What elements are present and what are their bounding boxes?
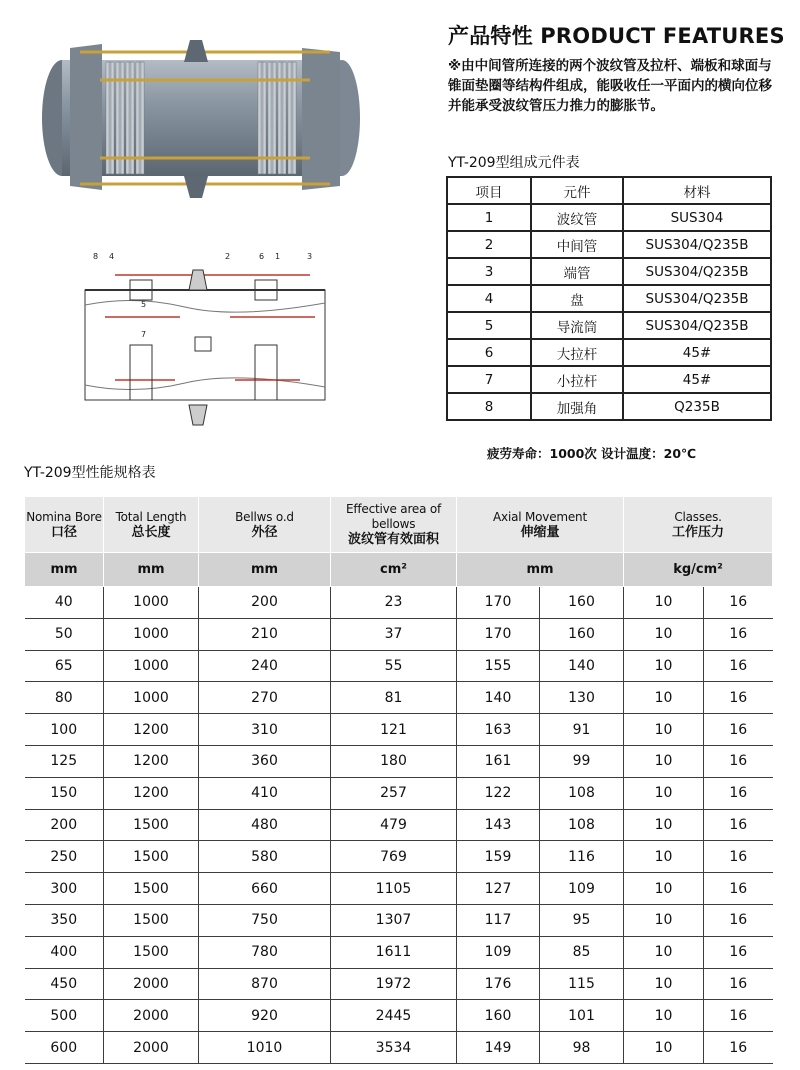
spec-cell-axial-b: 160 (540, 618, 624, 650)
spec-row (25, 1032, 773, 1064)
components-row (447, 204, 771, 231)
spec-cell-axial-b: 85 (540, 936, 624, 968)
spec-cell-class-a: 10 (624, 618, 704, 650)
spec-cell-axial-b: 140 (540, 650, 624, 682)
spec-cell-axial-a: 127 (457, 873, 540, 905)
spec-cell-class-a: 10 (624, 745, 704, 777)
components-cell-material: 45# (623, 366, 771, 393)
components-cell-part: 盘 (531, 285, 623, 312)
spec-cell-class-b: 16 (704, 841, 773, 873)
components-header-material: 材料 (623, 177, 771, 204)
spec-cell-class-a: 10 (624, 777, 704, 809)
spec-cell-axial-a: 160 (457, 1000, 540, 1032)
components-cell-item: 4 (447, 285, 531, 312)
spec-row (25, 841, 773, 873)
components-cell-item: 5 (447, 312, 531, 339)
spec-unit: mm (25, 553, 104, 587)
spec-cell-bore: 150 (25, 777, 104, 809)
spec-cell-bore: 400 (25, 936, 104, 968)
spec-header-axial: Axial Movement 伸缩量 (457, 497, 624, 553)
spec-cell-class-b: 16 (704, 714, 773, 746)
spec-cell-axial-a: 149 (457, 1032, 540, 1064)
spec-units-row (25, 553, 773, 587)
components-header-item: 项目 (447, 177, 531, 204)
spec-cell-length: 1500 (104, 841, 199, 873)
spec-cell-od: 210 (199, 618, 331, 650)
spec-cell-class-b: 16 (704, 587, 773, 619)
components-table-title: YT-209型组成元件表 (448, 155, 580, 171)
spec-header-area: Effective area of bellows 波纹管有效面积 (331, 497, 457, 553)
spec-cell-length: 1500 (104, 904, 199, 936)
spec-cell-area: 769 (331, 841, 457, 873)
spec-cell-axial-b: 130 (540, 682, 624, 714)
spec-cell-area: 180 (331, 745, 457, 777)
spec-cell-class-b: 16 (704, 1000, 773, 1032)
components-cell-part: 小拉杆 (531, 366, 623, 393)
spec-row (25, 618, 773, 650)
spec-cell-class-b: 16 (704, 873, 773, 905)
spec-cell-axial-b: 91 (540, 714, 624, 746)
spec-cell-axial-a: 163 (457, 714, 540, 746)
spec-cell-area: 1972 (331, 968, 457, 1000)
spec-header-classes: Classes. 工作压力 (624, 497, 773, 553)
spec-cell-od: 410 (199, 777, 331, 809)
spec-cell-length: 2000 (104, 1000, 199, 1032)
spec-cell-od: 200 (199, 587, 331, 619)
diagram-label-3: 3 (307, 252, 313, 261)
spec-cell-length: 1500 (104, 936, 199, 968)
spec-cell-axial-b: 95 (540, 904, 624, 936)
diagram-label-4: 4 (109, 252, 115, 261)
components-cell-material: SUS304/Q235B (623, 285, 771, 312)
spec-cell-axial-b: 99 (540, 745, 624, 777)
spec-cell-area: 121 (331, 714, 457, 746)
spec-cell-class-b: 16 (704, 809, 773, 841)
spec-cell-bore: 200 (25, 809, 104, 841)
components-row (447, 258, 771, 285)
components-row (447, 366, 771, 393)
components-cell-material: SUS304/Q235B (623, 312, 771, 339)
spec-cell-length: 1000 (104, 587, 199, 619)
diagram-label-2: 2 (225, 252, 231, 261)
spec-cell-class-b: 16 (704, 618, 773, 650)
spec-row (25, 1000, 773, 1032)
spec-cell-area: 3534 (331, 1032, 457, 1064)
spec-cell-class-a: 10 (624, 714, 704, 746)
spec-cell-class-b: 16 (704, 650, 773, 682)
structure-diagram (75, 245, 335, 430)
diagram-label-5: 5 (141, 300, 147, 309)
diagram-label-1: 1 (275, 252, 281, 261)
spec-cell-bore: 125 (25, 745, 104, 777)
spec-cell-class-b: 16 (704, 904, 773, 936)
components-row (447, 285, 771, 312)
spec-cell-class-a: 10 (624, 650, 704, 682)
components-cell-material: 45# (623, 339, 771, 366)
spec-unit: mm (457, 553, 624, 587)
components-cell-part: 加强角 (531, 393, 623, 420)
spec-cell-bore: 600 (25, 1032, 104, 1064)
spec-cell-class-a: 10 (624, 809, 704, 841)
components-cell-item: 2 (447, 231, 531, 258)
spec-row (25, 682, 773, 714)
spec-cell-axial-a: 161 (457, 745, 540, 777)
spec-cell-axial-b: 98 (540, 1032, 624, 1064)
spec-cell-axial-b: 109 (540, 873, 624, 905)
spec-header-row (25, 497, 773, 553)
product-photo (40, 40, 370, 200)
spec-row (25, 873, 773, 905)
components-row (447, 393, 771, 420)
spec-cell-area: 81 (331, 682, 457, 714)
components-cell-part: 大拉杆 (531, 339, 623, 366)
spec-cell-area: 37 (331, 618, 457, 650)
spec-cell-class-a: 10 (624, 936, 704, 968)
components-cell-item: 3 (447, 258, 531, 285)
spec-cell-class-b: 16 (704, 1032, 773, 1064)
spec-cell-axial-a: 159 (457, 841, 540, 873)
spec-cell-class-a: 10 (624, 873, 704, 905)
spec-cell-length: 1200 (104, 777, 199, 809)
spec-cell-bore: 450 (25, 968, 104, 1000)
spec-cell-axial-b: 160 (540, 587, 624, 619)
spec-row (25, 777, 773, 809)
components-cell-part: 端管 (531, 258, 623, 285)
spec-cell-axial-b: 108 (540, 777, 624, 809)
spec-cell-axial-a: 143 (457, 809, 540, 841)
spec-unit: mm (104, 553, 199, 587)
components-header-row (447, 177, 771, 204)
spec-cell-class-b: 16 (704, 968, 773, 1000)
spec-row (25, 904, 773, 936)
spec-cell-class-a: 10 (624, 904, 704, 936)
spec-header-bore: Nomina Bore 口径 (25, 497, 104, 553)
spec-cell-area: 2445 (331, 1000, 457, 1032)
spec-cell-od: 240 (199, 650, 331, 682)
diagram-label-7: 7 (141, 330, 147, 339)
spec-cell-area: 1611 (331, 936, 457, 968)
spec-cell-od: 310 (199, 714, 331, 746)
spec-cell-class-a: 10 (624, 841, 704, 873)
spec-cell-length: 1000 (104, 618, 199, 650)
spec-cell-axial-b: 116 (540, 841, 624, 873)
spec-cell-axial-b: 108 (540, 809, 624, 841)
spec-row (25, 587, 773, 619)
spec-cell-area: 257 (331, 777, 457, 809)
spec-cell-bore: 50 (25, 618, 104, 650)
spec-cell-axial-a: 170 (457, 618, 540, 650)
spec-cell-length: 2000 (104, 968, 199, 1000)
spec-cell-class-a: 10 (624, 587, 704, 619)
diagram-label-6: 6 (259, 252, 265, 261)
spec-cell-area: 55 (331, 650, 457, 682)
spec-cell-axial-b: 101 (540, 1000, 624, 1032)
spec-cell-axial-a: 170 (457, 587, 540, 619)
spec-cell-od: 870 (199, 968, 331, 1000)
spec-cell-axial-a: 176 (457, 968, 540, 1000)
spec-row (25, 714, 773, 746)
spec-cell-class-b: 16 (704, 745, 773, 777)
spec-cell-od: 580 (199, 841, 331, 873)
spec-cell-bore: 100 (25, 714, 104, 746)
features-title: 产品特性 PRODUCT FEATURES (448, 24, 785, 48)
spec-cell-od: 360 (199, 745, 331, 777)
spec-cell-bore: 65 (25, 650, 104, 682)
spec-unit: mm (199, 553, 331, 587)
spec-unit: kg/cm² (624, 553, 773, 587)
spec-table-title: YT-209型性能规格表 (24, 465, 156, 481)
spec-cell-class-a: 10 (624, 968, 704, 1000)
spec-cell-bore: 500 (25, 1000, 104, 1032)
spec-cell-area: 1105 (331, 873, 457, 905)
spec-cell-bore: 300 (25, 873, 104, 905)
features-description: ※由中间管所连接的两个波纹管及拉杆、端板和球面与锥面垫圈等结构件组成，能吸收任一平面内的横向位移并能承受波纹管压力推力的膨胀节。 (448, 58, 772, 114)
components-row (447, 231, 771, 258)
spec-cell-axial-b: 115 (540, 968, 624, 1000)
spec-table (24, 496, 773, 1064)
spec-cell-area: 1307 (331, 904, 457, 936)
components-header-part: 元件 (531, 177, 623, 204)
components-cell-part: 中间管 (531, 231, 623, 258)
spec-cell-bore: 80 (25, 682, 104, 714)
spec-cell-length: 2000 (104, 1032, 199, 1064)
spec-header-od: Bellws o.d 外径 (199, 497, 331, 553)
components-cell-material: SUS304/Q235B (623, 258, 771, 285)
components-row (447, 339, 771, 366)
components-cell-part: 波纹管 (531, 204, 623, 231)
spec-cell-od: 270 (199, 682, 331, 714)
spec-cell-area: 23 (331, 587, 457, 619)
spec-cell-axial-a: 122 (457, 777, 540, 809)
spec-cell-bore: 40 (25, 587, 104, 619)
spec-cell-class-b: 16 (704, 936, 773, 968)
spec-row (25, 745, 773, 777)
spec-cell-class-a: 10 (624, 1000, 704, 1032)
spec-row (25, 650, 773, 682)
spec-unit: cm² (331, 553, 457, 587)
spec-cell-length: 1000 (104, 682, 199, 714)
components-cell-item: 6 (447, 339, 531, 366)
components-cell-item: 8 (447, 393, 531, 420)
spec-cell-od: 750 (199, 904, 331, 936)
components-cell-material: SUS304 (623, 204, 771, 231)
spec-cell-length: 1500 (104, 873, 199, 905)
components-row (447, 312, 771, 339)
spec-cell-bore: 250 (25, 841, 104, 873)
spec-cell-length: 1000 (104, 650, 199, 682)
fatigue-note: 疲劳寿命：1000次 设计温度：20℃ (487, 446, 697, 461)
spec-cell-area: 479 (331, 809, 457, 841)
spec-cell-length: 1200 (104, 745, 199, 777)
spec-row (25, 968, 773, 1000)
spec-cell-length: 1200 (104, 714, 199, 746)
spec-cell-axial-a: 155 (457, 650, 540, 682)
components-cell-item: 7 (447, 366, 531, 393)
spec-cell-od: 480 (199, 809, 331, 841)
spec-row (25, 936, 773, 968)
diagram-label-8: 8 (93, 252, 99, 261)
components-table (446, 176, 772, 421)
spec-cell-axial-a: 117 (457, 904, 540, 936)
spec-cell-od: 780 (199, 936, 331, 968)
components-cell-material: SUS304/Q235B (623, 231, 771, 258)
spec-cell-class-a: 10 (624, 1032, 704, 1064)
spec-cell-od: 920 (199, 1000, 331, 1032)
spec-cell-class-a: 10 (624, 682, 704, 714)
components-cell-item: 1 (447, 204, 531, 231)
spec-cell-od: 1010 (199, 1032, 331, 1064)
spec-cell-class-b: 16 (704, 682, 773, 714)
spec-header-length: Total Length 总长度 (104, 497, 199, 553)
components-cell-material: Q235B (623, 393, 771, 420)
spec-cell-length: 1500 (104, 809, 199, 841)
spec-cell-class-b: 16 (704, 777, 773, 809)
spec-cell-axial-a: 109 (457, 936, 540, 968)
spec-cell-bore: 350 (25, 904, 104, 936)
components-cell-part: 导流筒 (531, 312, 623, 339)
spec-cell-od: 660 (199, 873, 331, 905)
spec-row (25, 809, 773, 841)
spec-cell-axial-a: 140 (457, 682, 540, 714)
